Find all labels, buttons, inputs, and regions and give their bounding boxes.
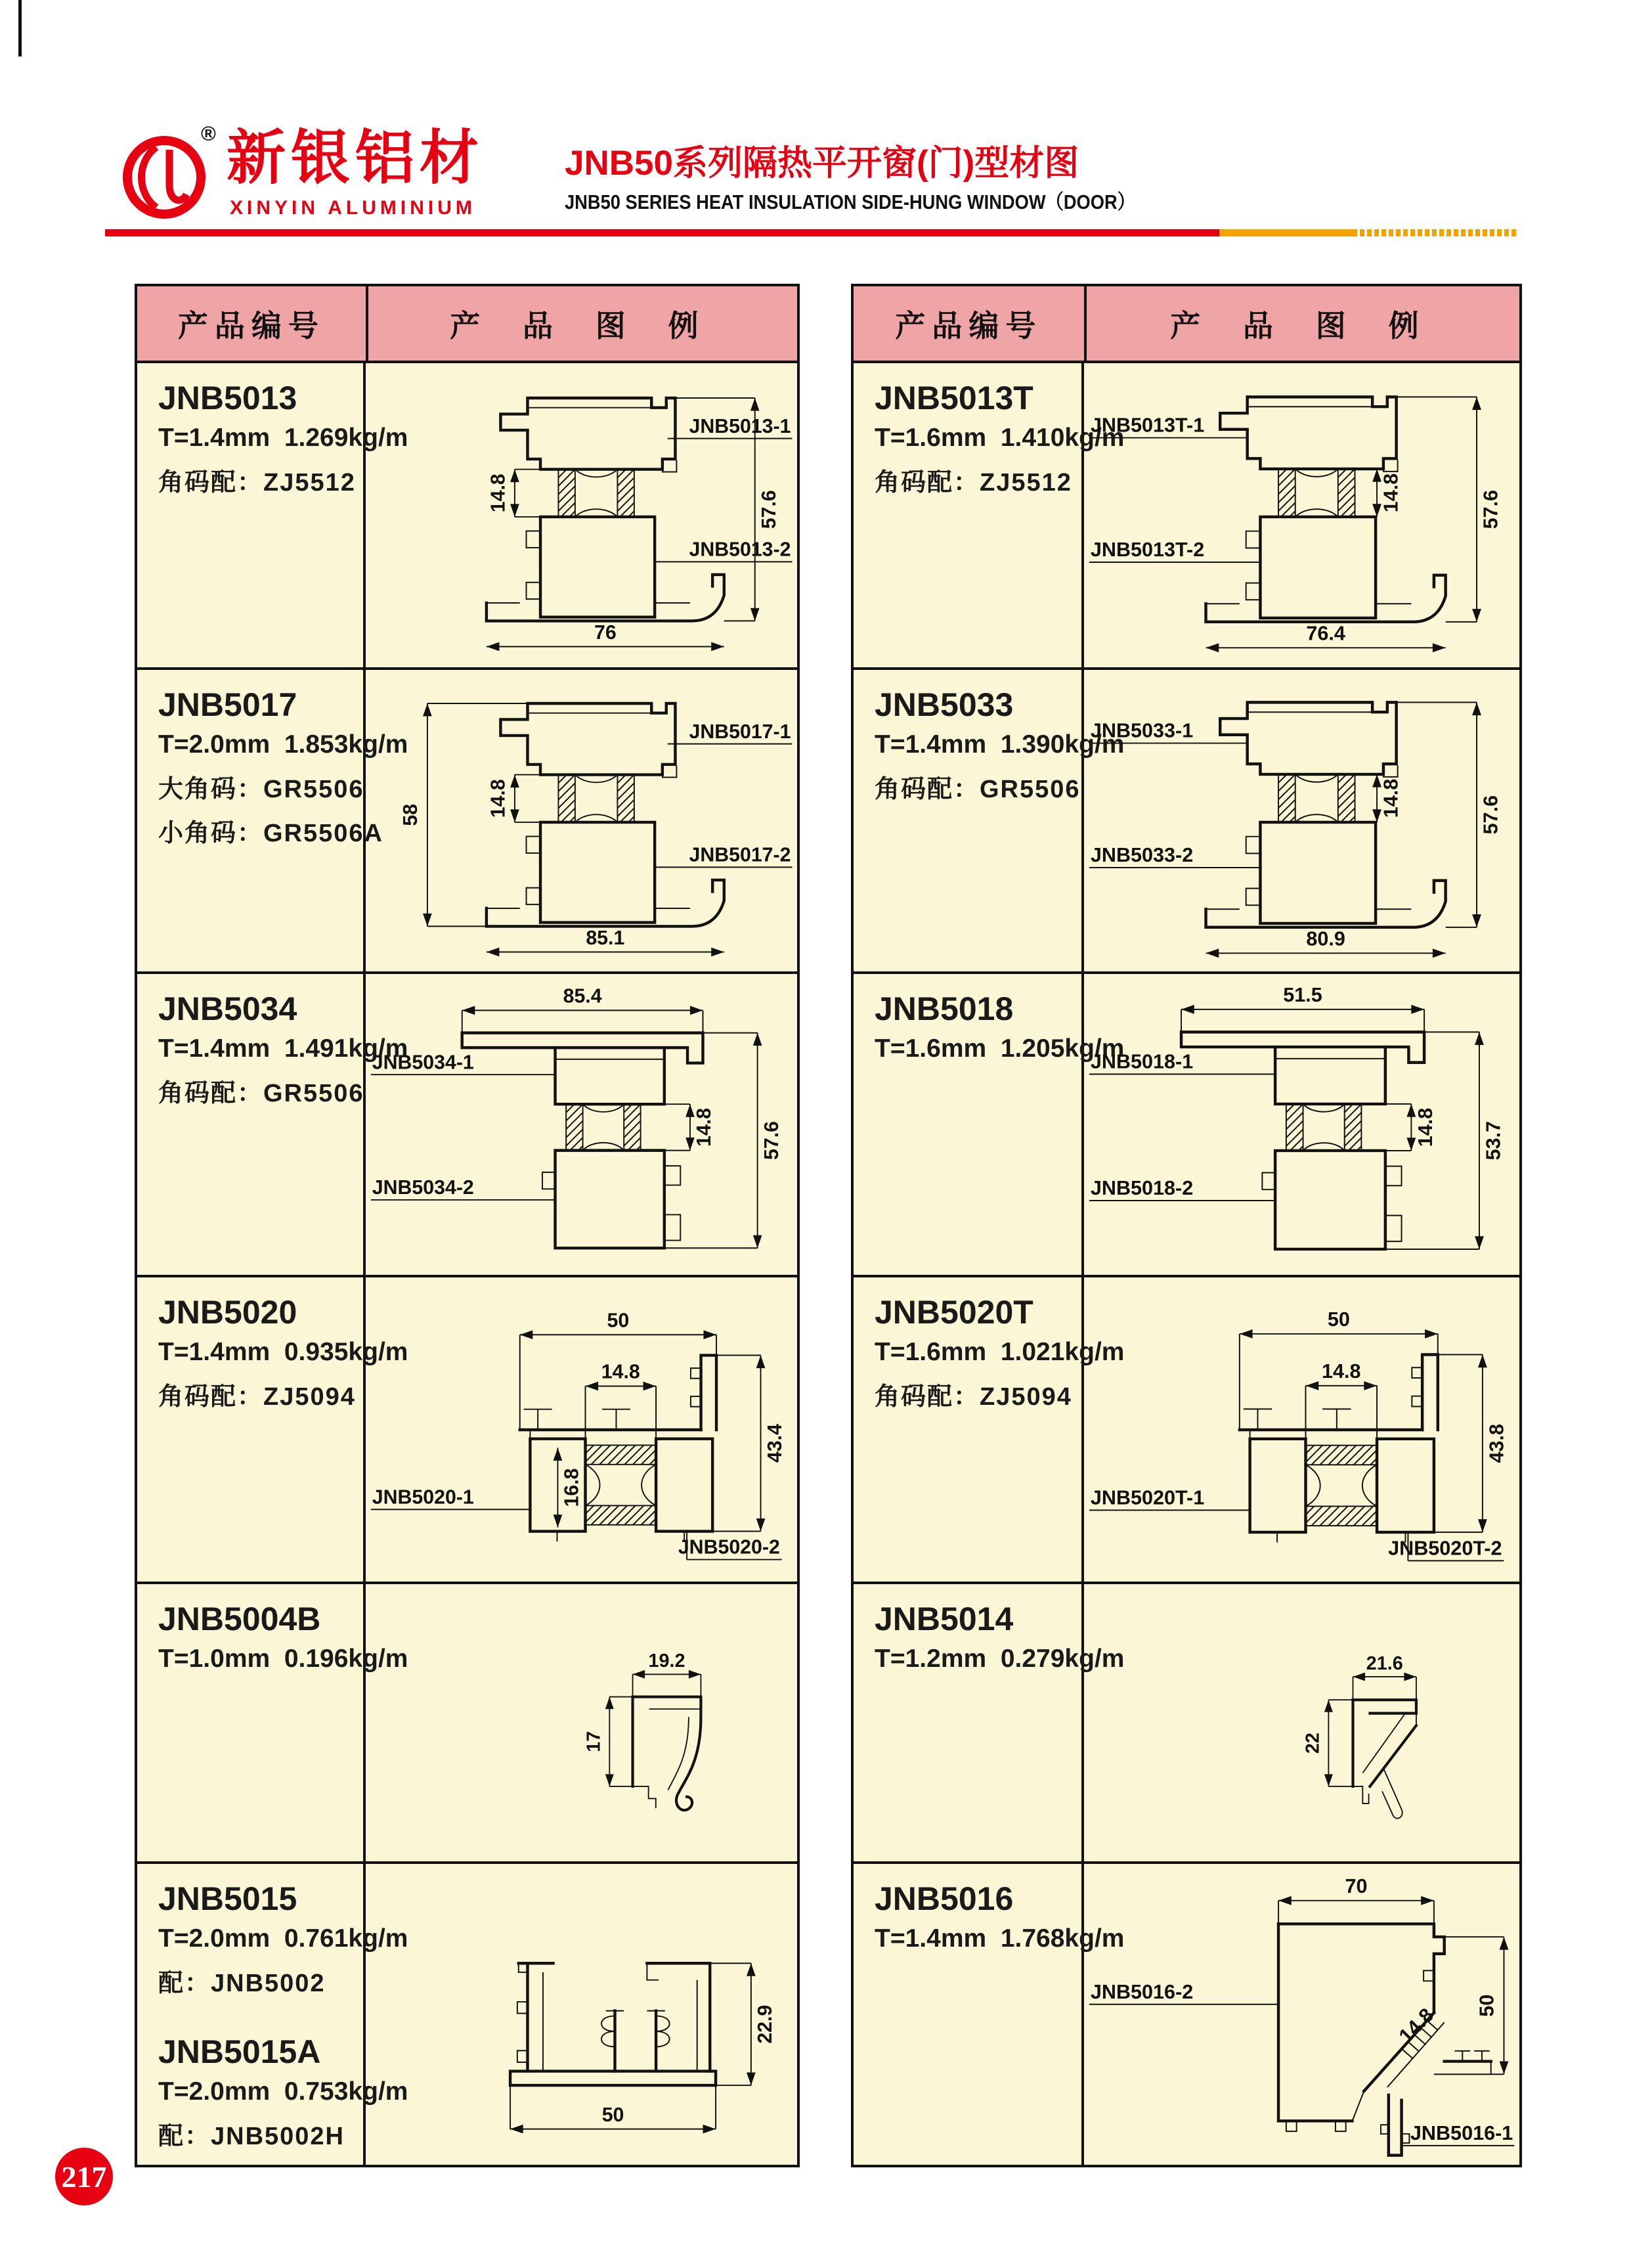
logo-stroke-icon [169, 150, 186, 200]
table-row [854, 974, 1519, 1277]
svg-text:50: 50 [1475, 1994, 1498, 2017]
product-spec: T=1.6mm 1.021kg/m [875, 1338, 1125, 1366]
product-illustration [366, 974, 797, 1275]
product-illustration [1084, 1277, 1519, 1582]
svg-text:50: 50 [607, 1310, 629, 1332]
product-info-cell [137, 1584, 408, 1861]
svg-text:JNB5017-1: JNB5017-1 [689, 720, 791, 743]
svg-text:JNB5033-1: JNB5033-1 [1090, 719, 1194, 742]
product-code: JNB5018 [875, 990, 1014, 1027]
table-row [137, 1864, 797, 2165]
product-info-cell [854, 1584, 1125, 1861]
svg-text:14.8: 14.8 [1380, 473, 1402, 513]
product-code: JNB5015 [158, 1880, 297, 1917]
product-spec: T=1.4mm 0.935kg/m [158, 1338, 408, 1366]
product-info-cell [137, 974, 408, 1275]
product-note: 配：JNB5002 [158, 1969, 326, 1997]
svg-text:JNB5018-2: JNB5018-2 [1090, 1177, 1194, 1200]
profile-drawing [1084, 670, 1519, 971]
product-code: JNB5016 [875, 1880, 1014, 1917]
product-note: 角码配：ZJ5512 [158, 468, 356, 497]
svg-text:JNB5018-1: JNB5018-1 [1090, 1050, 1194, 1073]
product-note: 角码配：ZJ5094 [875, 1383, 1072, 1411]
table-header-row [854, 286, 1519, 363]
svg-text:51.5: 51.5 [1283, 983, 1322, 1006]
product-note: 配：JNB5002H [158, 2123, 345, 2151]
svg-text:JNB5034-1: JNB5034-1 [372, 1052, 474, 1074]
svg-text:57.6: 57.6 [1479, 795, 1502, 835]
product-code: JNB5004B [158, 1601, 321, 1637]
crop-mark [18, 0, 22, 56]
page-subtitle: JNB50 SERIES HEAT INSULATION SIDE-HUNG WINDOW（DOOR） [565, 190, 1135, 213]
svg-text:57.6: 57.6 [760, 1120, 783, 1160]
svg-text:14.8: 14.8 [487, 474, 509, 513]
svg-text:JNB5013T-2: JNB5013T-2 [1090, 539, 1205, 562]
product-info-cell [137, 670, 408, 971]
table-row [854, 1864, 1519, 2165]
svg-text:17: 17 [583, 1731, 605, 1752]
header-rule-striped [1353, 229, 1517, 236]
product-spec: T=1.6mm 1.205kg/m [875, 1034, 1125, 1063]
product-spec: T=1.4mm 1.390kg/m [875, 730, 1125, 759]
product-info-cell [854, 1277, 1125, 1582]
table-header-row [137, 286, 797, 363]
table-row [137, 670, 797, 974]
product-table-right [851, 284, 1522, 2167]
registered-mark: ® [201, 122, 216, 145]
svg-text:JNB5016-1: JNB5016-1 [1410, 2121, 1513, 2144]
product-spec: T=1.4mm 1.491kg/m [158, 1034, 408, 1063]
product-spec: T=1.4mm 1.269kg/m [158, 424, 408, 452]
svg-text:JNB5020-2: JNB5020-2 [678, 1536, 780, 1559]
header-rule-red [105, 229, 1219, 236]
product-illustration [1084, 974, 1519, 1275]
product-info-cell [137, 363, 408, 667]
profile-drawing [366, 1277, 797, 1582]
svg-text:76.4: 76.4 [1306, 622, 1345, 645]
svg-text:50: 50 [601, 2104, 624, 2126]
svg-text:57.6: 57.6 [1479, 489, 1502, 529]
product-illustration [366, 363, 797, 667]
column-header-product-code: 产品编号 [137, 286, 368, 361]
svg-text:JNB5016-2: JNB5016-2 [1090, 1980, 1194, 2003]
page-number: 217 [61, 2159, 107, 2194]
product-note: 角码配：ZJ5512 [875, 468, 1072, 497]
company-logo [117, 117, 222, 232]
column-header-product-code: 产品编号 [854, 286, 1087, 361]
product-spec: T=1.6mm 1.410kg/m [875, 424, 1125, 452]
product-illustration [366, 1584, 797, 1861]
product-note: 角码配：ZJ5094 [158, 1383, 356, 1411]
profile-drawing [366, 1864, 797, 2165]
svg-text:22.9: 22.9 [754, 2004, 776, 2044]
product-code: JNB5013 [158, 380, 297, 416]
table-row [137, 1584, 797, 1864]
svg-text:JNB5033-2: JNB5033-2 [1090, 844, 1194, 867]
svg-text:70: 70 [1345, 1874, 1368, 1897]
product-illustration [366, 1864, 797, 2165]
product-table-left [135, 284, 800, 2167]
product-illustration [1084, 1584, 1519, 1861]
logo-swoosh-icon [142, 147, 157, 208]
svg-text:85.1: 85.1 [586, 927, 625, 949]
profile-drawing [366, 974, 797, 1275]
product-code: JNB5013T [875, 380, 1033, 416]
product-code: JNB5034 [158, 990, 297, 1027]
svg-text:57.6: 57.6 [758, 490, 780, 529]
product-code: JNB5015A [158, 2033, 321, 2071]
product-info-cell [854, 974, 1125, 1275]
table-row [137, 363, 797, 670]
svg-text:JNB5013T-1: JNB5013T-1 [1090, 414, 1205, 437]
table-row [137, 1277, 797, 1584]
company-name-cn: 新银铝材 [227, 125, 484, 191]
svg-text:85.4: 85.4 [563, 985, 602, 1007]
product-illustration [1084, 363, 1519, 667]
table-row [854, 1277, 1519, 1584]
page-title: JNB50系列隔热平开窗(门)型材图 [565, 144, 1079, 183]
profile-drawing [1084, 1864, 1519, 2165]
profile-drawing [1084, 974, 1519, 1275]
svg-text:JNB5034-2: JNB5034-2 [372, 1177, 474, 1199]
product-illustration [1084, 1864, 1519, 2165]
product-note: 角码配：GR5506 [158, 1079, 364, 1107]
profile-drawing [1084, 363, 1519, 667]
svg-text:50: 50 [1327, 1308, 1350, 1331]
svg-text:16.8: 16.8 [561, 1468, 583, 1507]
svg-text:80.9: 80.9 [1306, 927, 1345, 950]
product-spec: T=2.0mm 0.753kg/m [158, 2077, 408, 2106]
company-name-en: XINYIN ALUMINIUM [230, 197, 476, 219]
table-row [854, 363, 1519, 670]
product-illustration [366, 1277, 797, 1582]
svg-text:14.8: 14.8 [1380, 778, 1402, 818]
table-row [854, 1584, 1519, 1864]
svg-text:14.8: 14.8 [1321, 1360, 1361, 1383]
product-info-cell [854, 363, 1125, 667]
product-info-cell [137, 1864, 408, 2165]
profile-drawing [366, 363, 797, 667]
svg-text:43.8: 43.8 [1485, 1423, 1508, 1463]
product-code: JNB5014 [875, 1601, 1014, 1637]
svg-text:JNB5020-1: JNB5020-1 [372, 1486, 474, 1509]
product-code: JNB5020T [875, 1294, 1033, 1331]
svg-text:53.7: 53.7 [1482, 1120, 1505, 1161]
product-code: JNB5017 [158, 686, 297, 723]
product-illustration [366, 670, 797, 971]
svg-text:21.6: 21.6 [1366, 1652, 1403, 1674]
product-spec: T=2.0mm 1.853kg/m [158, 730, 408, 759]
profile-drawing [1084, 1584, 1519, 1861]
svg-text:JNB5020T-1: JNB5020T-1 [1090, 1486, 1205, 1509]
svg-text:14.8: 14.8 [601, 1361, 640, 1383]
product-spec: T=2.0mm 0.761kg/m [158, 1924, 408, 1953]
profile-drawing [1084, 1277, 1519, 1582]
profile-drawing [366, 1584, 797, 1861]
header-rule-amber [1219, 229, 1353, 236]
product-code: JNB5033 [875, 686, 1014, 723]
svg-text:14.8: 14.8 [1414, 1107, 1437, 1147]
column-header-product-illustration: 产 品 图 例 [450, 308, 716, 343]
product-note: 小角码：GR5506A [158, 820, 383, 848]
product-illustration [1084, 670, 1519, 971]
svg-text:43.4: 43.4 [764, 1424, 786, 1463]
svg-text:76: 76 [594, 621, 617, 644]
product-info-cell [854, 670, 1125, 971]
svg-text:19.2: 19.2 [648, 1650, 685, 1672]
svg-text:58: 58 [399, 803, 422, 826]
svg-text:JNB5020T-2: JNB5020T-2 [1387, 1537, 1502, 1560]
table-row [854, 670, 1519, 974]
product-spec: T=1.0mm 0.196kg/m [158, 1645, 408, 1673]
product-info-cell [137, 1277, 408, 1582]
product-note: 角码配：GR5506 [875, 775, 1081, 803]
svg-text:JNB5013-1: JNB5013-1 [689, 415, 791, 437]
profile-drawing [366, 670, 797, 971]
product-code: JNB5020 [158, 1294, 297, 1331]
product-spec: T=1.2mm 0.279kg/m [875, 1645, 1125, 1673]
table-row [137, 974, 797, 1277]
svg-text:JNB5013-2: JNB5013-2 [689, 539, 791, 561]
svg-text:14.8: 14.8 [693, 1107, 715, 1147]
column-header-product-illustration: 产 品 图 例 [1170, 308, 1436, 343]
product-info-cell [854, 1864, 1125, 2165]
product-note: 大角码：GR5506 [158, 775, 364, 803]
svg-text:14.8: 14.8 [1394, 2004, 1438, 2048]
svg-text:14.8: 14.8 [487, 779, 509, 818]
product-spec: T=1.4mm 1.768kg/m [875, 1924, 1125, 1953]
svg-text:22: 22 [1302, 1733, 1324, 1754]
page-number-badge [55, 2148, 113, 2205]
svg-text:JNB5017-2: JNB5017-2 [689, 844, 791, 866]
